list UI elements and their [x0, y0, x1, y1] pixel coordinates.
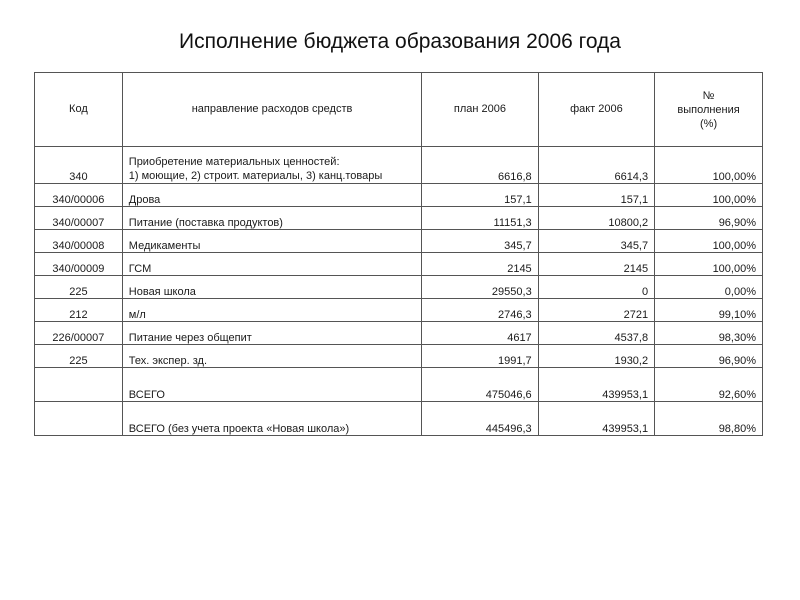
cell-desc: Медикаменты: [122, 230, 421, 253]
cell-pct: 98,30%: [655, 322, 763, 345]
cell-pct: 96,90%: [655, 345, 763, 368]
cell-fact: 6614,3: [538, 147, 654, 184]
total-row: [35, 368, 763, 402]
cell-code: 340/00009: [35, 253, 123, 276]
header-direction: направление расходов средств: [122, 73, 421, 147]
cell-code: 225: [35, 345, 123, 368]
cell-desc: Дрова: [122, 184, 421, 207]
cell-pct: 100,00%: [655, 230, 763, 253]
cell-fact: 157,1: [538, 184, 654, 207]
cell-pct: 0,00%: [655, 276, 763, 299]
cell-plan: 445496,3: [422, 402, 538, 436]
cell-desc: м/л: [122, 299, 421, 322]
cell-desc: Питание через общепит: [122, 322, 421, 345]
cell-desc-line2: 1) моющие, 2) строит. материалы, 3) канц.товары: [128, 170, 383, 182]
cell-code: [35, 368, 123, 402]
cell-code: 225: [35, 276, 123, 299]
cell-fact: 0: [538, 276, 654, 299]
total-row: [35, 402, 763, 436]
cell-plan: 2746,3: [422, 299, 538, 322]
table-row: [35, 230, 763, 253]
cell-fact: 1930,2: [538, 345, 654, 368]
budget-table: [34, 72, 763, 436]
header-pct-line1: №: [702, 89, 715, 102]
table-row: [35, 345, 763, 368]
cell-desc-line1: Приобретение материальных ценностей:: [128, 156, 340, 168]
table-row: [35, 207, 763, 230]
cell-fact: 2145: [538, 253, 654, 276]
table-row: [35, 322, 763, 345]
table-row: [35, 147, 763, 184]
cell-code: 340/00006: [35, 184, 123, 207]
header-fact: факт 2006: [538, 73, 654, 147]
cell-pct: 100,00%: [655, 147, 763, 184]
cell-desc: Питание (поставка продуктов): [122, 207, 421, 230]
cell-code: 340/00008: [35, 230, 123, 253]
cell-desc: ГСМ: [122, 253, 421, 276]
cell-pct: 98,80%: [655, 402, 763, 436]
cell-plan: 157,1: [422, 184, 538, 207]
cell-plan: 4617: [422, 322, 538, 345]
page-title: Исполнение бюджета образования 2006 года: [179, 30, 621, 53]
cell-fact: 439953,1: [538, 368, 654, 402]
cell-plan: 2145: [422, 253, 538, 276]
cell-pct: 92,60%: [655, 368, 763, 402]
cell-plan: 11151,3: [422, 207, 538, 230]
cell-code: 212: [35, 299, 123, 322]
header-row: [35, 73, 763, 147]
cell-fact: 345,7: [538, 230, 654, 253]
cell-plan: 6616,8: [422, 147, 538, 184]
cell-plan: 475046,6: [422, 368, 538, 402]
cell-desc: Новая школа: [122, 276, 421, 299]
cell-plan: 345,7: [422, 230, 538, 253]
header-pct-line3: (%): [700, 117, 718, 130]
cell-fact: 439953,1: [538, 402, 654, 436]
cell-pct: 99,10%: [655, 299, 763, 322]
cell-desc: ВСЕГО: [122, 368, 421, 402]
cell-fact: 2721: [538, 299, 654, 322]
header-pct: [655, 73, 763, 147]
cell-pct: 96,90%: [655, 207, 763, 230]
table-row: [35, 184, 763, 207]
cell-code: 340/00007: [35, 207, 123, 230]
cell-desc: Тех. экспер. зд.: [122, 345, 421, 368]
cell-pct: 100,00%: [655, 253, 763, 276]
cell-code: 340: [35, 147, 123, 184]
cell-desc: ВСЕГО (без учета проекта «Новая школа»): [122, 402, 421, 436]
header-pct-line2: выполнения: [677, 103, 740, 116]
cell-desc: [122, 147, 421, 184]
cell-plan: 29550,3: [422, 276, 538, 299]
header-plan: план 2006: [422, 73, 538, 147]
table-row: [35, 253, 763, 276]
cell-code: 226/00007: [35, 322, 123, 345]
table-row: [35, 276, 763, 299]
cell-fact: 4537,8: [538, 322, 654, 345]
cell-pct: 100,00%: [655, 184, 763, 207]
header-code: Код: [35, 73, 123, 147]
table-row: [35, 299, 763, 322]
cell-fact: 10800,2: [538, 207, 654, 230]
cell-code: [35, 402, 123, 436]
cell-plan: 1991,7: [422, 345, 538, 368]
